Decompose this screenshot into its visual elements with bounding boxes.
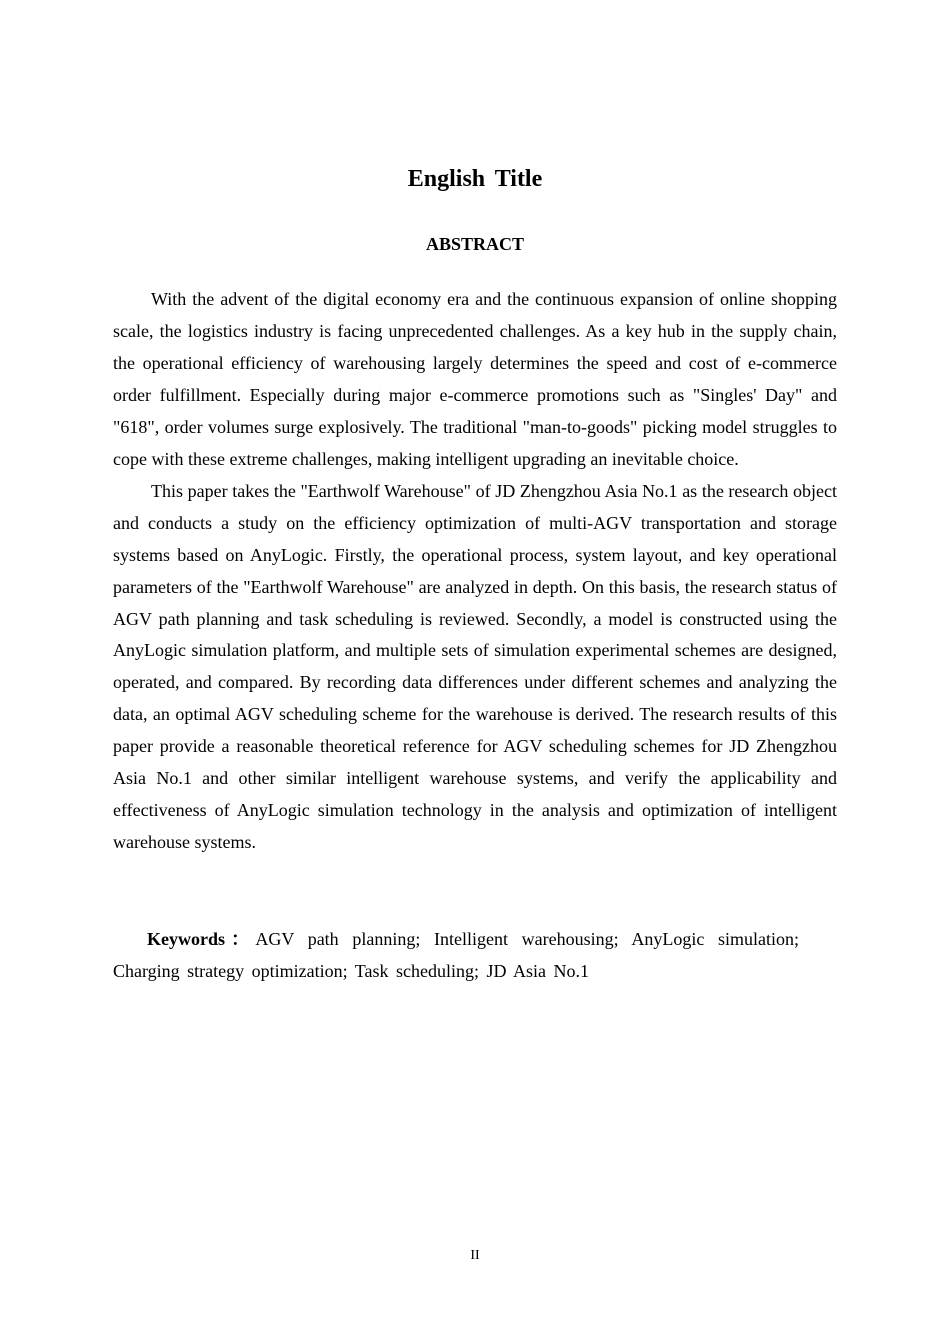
english-title: English Title bbox=[407, 166, 543, 192]
keywords-text: AGV path planning; Intelligent warehousing; AnyLogic simulation; Charging strategy optimization; Task scheduling; JD Asia No.1 bbox=[113, 929, 799, 981]
keywords-section bbox=[113, 923, 799, 987]
keywords-label: Keywords： bbox=[147, 929, 256, 949]
abstract-body bbox=[113, 284, 837, 859]
abstract-heading: ABSTRACT bbox=[425, 234, 525, 254]
page-number: II bbox=[470, 1248, 480, 1263]
abstract-paragraph-1: With the advent of the digital economy era and the continuous expansion of online shopping scale, the logistics industry is facing unprecedented challenges. As a key hub in the supply chain, the operational efficiency of warehousing largely determines the speed and cost of e-commerce order fulfillment. Especially during major e-commerce promotions such as "Singles' Day" and "618", order volumes surge explosively. The traditional "man-to-goods" picking model struggles to cope with these extreme challenges, making intelligent upgrading an inevitable choice. bbox=[113, 289, 837, 469]
abstract-paragraph-2: This paper takes the "Earthwolf Warehouse" of JD Zhengzhou Asia No.1 as the research object and conducts a study on the efficiency optimization of multi-AGV transportation and storage systems based on AnyLogic. Firstly, the operational process, system layout, and key operational parameters of the "Earthwolf Warehouse" are analyzed in depth. On this basis, the research status of AGV path planning and task scheduling is reviewed. Secondly, a model is constructed using the AnyLogic simulation platform, and multiple sets of simulation experimental schemes are designed, operated, and compared. By recording data differences under different schemes and analyzing the data, an optimal AGV scheduling scheme for the warehouse is derived. The research results of this paper provide a reasonable theoretical reference for AGV scheduling schemes for JD Zhengzhou Asia No.1 and other similar intelligent warehouse systems, and verify the applicability and effectiveness of AnyLogic simulation technology in the analysis and optimization of intelligent warehouse systems. bbox=[113, 480, 837, 853]
